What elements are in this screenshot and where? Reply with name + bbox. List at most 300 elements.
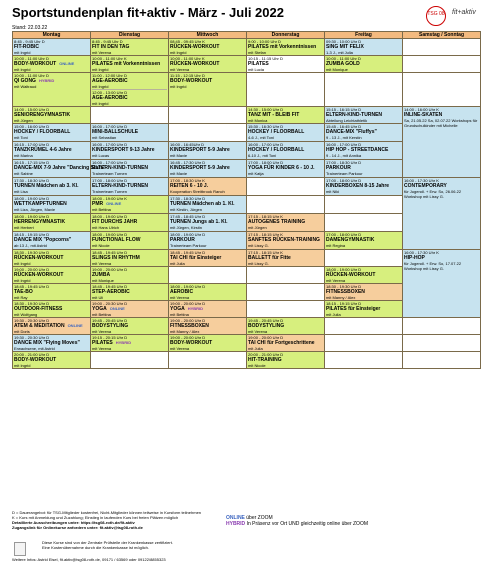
class-entry[interactable] [14,335,89,351]
online-badge: ONLINE [106,201,122,206]
class-name: BALLETT für Fitte [248,255,291,261]
class-time: 18:30 - 19:30 Uhr D [14,250,50,255]
class-name: KINDERSPORT 9-13 Jahre [92,147,155,153]
class-entry[interactable] [14,318,89,334]
day-header: Freitag [325,32,403,39]
class-name: OUTDOOR-FITNESS [14,306,63,312]
class-instructor: mit Kirstin, Jürgen [170,207,203,212]
class-instructor: mit Ray [14,295,28,300]
class-time: 16:00 - 17:00 Uhr D [326,142,362,147]
weekend-empty-cell [403,335,481,352]
class-time: 19:30 - 20:30 Uhr D [14,335,50,340]
schedule-cell [13,318,91,335]
class-name: PILATES mit Vorkenntnissen [92,61,161,67]
class-instructor: Trainerteam Turnen [92,189,127,194]
hybrid-badge: HYBRID [187,306,204,311]
class-entry[interactable] [248,335,323,351]
weekend-empty-cell [403,318,481,335]
schedule-cell [247,56,325,73]
class-name: SLINGS IN RHYTHM [92,255,140,261]
class-entry[interactable] [92,196,167,212]
class-entry[interactable] [170,335,245,351]
class-instructor: mit Regina [326,243,346,248]
class-entry[interactable] [14,267,89,283]
class-instructor: 1-3 J., mit Julia [326,50,353,55]
class-entry[interactable] [170,39,245,55]
class-entry[interactable] [248,232,323,248]
class-entry[interactable] [92,267,167,283]
class-instructor: mit Jürgen [14,118,33,123]
schedule-cell [325,160,403,178]
class-time: 16:15 - 17:15 Uhr D [14,160,50,165]
hybrid-badge: HYBRID [115,340,132,345]
class-entry[interactable] [14,352,89,368]
class-entry[interactable] [326,56,401,72]
schedule-cell [169,284,247,301]
hybrid-badge: HYBRID [38,78,55,83]
schedule-cell [91,232,169,250]
class-entry[interactable] [92,284,167,300]
insurance-line-2: Eine Kostenübernahme durch die Krankenkasse ist möglich. [42,545,149,550]
class-name: TAI CHI für Fortgeschrittene [248,340,315,346]
class-instructor: mit Verena [326,278,346,283]
class-entry[interactable] [326,160,401,176]
logo-area [398,4,488,30]
schedule-cell [325,39,403,56]
day-header: Mittwoch [169,32,247,39]
workshop-time: 14:00 - 16:00 Uhr K [404,107,439,112]
class-name: QI GONG [14,78,36,84]
class-entry[interactable] [326,301,401,317]
class-time: 18:00 - 19:00 Uhr D [170,232,206,237]
class-instructor: mit Marina [14,153,33,158]
schedule-cell [13,160,106,178]
class-instructor: mit Hans Ulrich [92,225,120,230]
hybrid-key: HYBRID [226,521,246,527]
schedule-cell [169,267,247,284]
class-name: DANCE-MIX "Fluffys" [326,129,377,135]
schedule-cell [13,284,91,301]
class-entry[interactable] [92,73,167,89]
class-time: 16:00 - 17:00 Uhr D [92,160,128,165]
class-entry[interactable] [14,284,89,300]
class-instructor: mit Julia [326,312,341,317]
class-entry[interactable] [14,56,89,72]
schedule-cell [247,232,325,250]
schedule-cell [13,142,91,160]
schedule-cell [13,73,91,107]
class-name: PILATES für Einsteiger [326,306,381,312]
class-time: 17:15 - 18:15 Uhr K [248,232,283,237]
class-instructor: mit Ingrid [170,84,187,89]
class-instructor: mit Lissy G. [248,243,269,248]
footer-access-link[interactable]: Zugangslink für Onlinekurse anfordern unter: fit.aktiv@tsg08-roth.de [12,525,143,530]
class-entry[interactable] [92,160,167,176]
schedule-cell [169,352,247,369]
class-name: SANFTES RÜCKEN-TRAINING [248,237,320,243]
schedule-cell [247,178,325,196]
schedule-row [13,39,481,56]
class-instructor: mit Verena [92,346,112,351]
class-time: 18:15 - 19:15 Uhr D [14,232,50,237]
class-entry[interactable] [170,214,245,230]
class-time: 18:45 - 19:45 Uhr D [92,250,128,255]
class-name: STEP-AEROBIC [92,289,130,295]
class-entry[interactable] [170,178,245,194]
workshop-details: für Jugendl. + Erw. So, 17.07.22 Workshop mit Lissy G. [404,261,462,271]
class-instructor: mit Verena [170,295,190,300]
class-name: YOGA [170,306,185,312]
class-entry[interactable] [92,335,167,351]
class-entry[interactable] [326,232,401,248]
class-entry[interactable] [14,196,89,212]
class-time: 14:30 - 15:00 Uhr D [248,107,284,112]
class-entry[interactable] [326,267,401,283]
contact-info: Weitere Infos: Astrid Eisel, fit.aktiv@tsg08-roth.de, 09171 / 63569 oder 09122/8855323 [12,557,166,562]
day-header: Dienstag [91,32,169,39]
class-entry[interactable] [248,214,323,230]
class-name: ELTERN-KIND-TURNEN [92,183,149,189]
footer-legend-k: K = Kurs mit Anmeldung und Zuzahlung; Einstieg in laufenden Kurs bei freien Plätzen möglich [12,515,179,520]
class-entry[interactable] [92,39,167,55]
class-instructor: mit Ingrid [170,50,187,55]
schedule-row [13,73,481,107]
class-name: HERRENGYMNASTIK [14,219,66,225]
class-time: 18:00 - 19:00 Uhr K [92,196,127,201]
class-entry[interactable] [14,214,89,230]
class-instructor: mit Lisa [14,189,28,194]
schedule-cell [247,352,325,369]
class-time: 19:00 - 20:00 Uhr D [170,335,206,340]
class-entry[interactable] [170,142,245,158]
class-instructor: mit Bettina [92,312,111,317]
class-name: KINDERSPORT 5-9 Jahre [170,147,230,153]
class-time: 19:00 - 20:00 Uhr D [14,267,50,272]
workshop-details: für Jugendl. + Erw. So, 26.06.22 Workshop mit Lissy G. [404,189,462,199]
class-time: 09:30 - 10:00 Uhr D [326,39,362,44]
class-time: 17:15 - 18:15 Uhr K [248,214,283,219]
class-time: 19:00 - 20:30 Uhr D [92,301,128,306]
class-time: 16:00 - 17:00 Uhr D [92,124,128,129]
class-name: PILATES [248,61,269,67]
schedule-cell [13,124,91,142]
class-entry[interactable] [14,39,89,55]
class-entry[interactable] [92,301,167,317]
class-entry[interactable] [170,318,245,334]
schedule-cell [13,301,91,318]
schedule-cell [325,301,403,318]
schedule-cell [169,178,247,196]
class-name: ELTERN-KIND-TURNEN [326,112,383,118]
class-name: AUTOGENES TRAINING [248,219,306,225]
class-instructor: mit Verena [170,346,190,351]
class-instructor: mit Bettina [92,207,111,212]
class-time: 08:45 - 09:45 Uhr K [170,39,205,44]
class-name: RÜCKEN-WORKOUT [14,255,64,261]
weekend-empty-cell [403,39,481,56]
class-name: AGE-AEROBIC [92,78,128,84]
class-instructor: mit Monica [248,118,268,123]
class-entry[interactable] [92,124,167,140]
class-name: HIP HOP - STREETDANCE [326,147,389,153]
schedule-cell [169,73,247,107]
schedule-cell [169,142,247,160]
class-entry[interactable] [326,124,401,140]
schedule-cell [91,178,169,196]
schedule-cell [247,160,325,178]
schedule-cell [169,196,247,214]
class-time: 17:00 - 18:00 Uhr D [326,232,362,237]
class-time: 16:00 - 16:45Uhr D [170,142,205,147]
class-entry[interactable] [248,39,323,55]
class-entry[interactable] [248,352,323,368]
class-entry[interactable] [248,124,323,140]
class-time: 14:00 - 15:00 Uhr D [14,107,50,112]
class-entry[interactable] [248,160,323,176]
class-time: 8:45 - 9:45 Uhr D [14,39,45,44]
class-time: 12:00 - 13:00 Uhr D [92,90,128,95]
schedule-row [13,318,481,335]
class-entry[interactable] [170,301,245,317]
schedule-cell [169,160,247,178]
class-instructor: mit Ingrid [92,67,109,72]
class-instructor: mit Manny / Alex [170,329,200,334]
schedule-cell [91,214,169,232]
schedule-cell [325,107,403,124]
class-time: 18:00 - 19:00 Uhr D [326,267,362,272]
class-instructor: 4-6 J., mit Toni [248,135,274,140]
class-entry[interactable] [14,124,89,140]
schedule-cell [169,214,247,232]
tsg-seal-icon: TSG 08 [426,6,446,26]
schedule-cell [91,352,169,369]
class-entry[interactable] [248,250,323,266]
schedule-cell [247,73,325,107]
class-entry[interactable] [248,142,323,158]
online-badge: ONLINE [109,306,125,311]
class-name: TANZ MIT - BLEIB FIT [248,112,300,118]
class-name: SING MIT FELIX [326,44,364,50]
class-time: 17:30 - 18:30 Uhr D [14,178,50,183]
schedule-cell [247,39,325,56]
class-entry[interactable] [248,107,323,123]
class-instructor: mit Ingrid [92,84,109,89]
class-name: BODY-WORKOUT [170,340,213,346]
schedule-cell [13,352,91,369]
schedule-cell [91,56,169,73]
class-name: DAMENGYMNASTIK [326,237,375,243]
schedule-cell [91,142,169,160]
certificate-icon [14,542,26,556]
class-instructor: Abteilung Leichtathletik [326,118,368,123]
class-time: 17:00 - 18:00 Uhr D [92,178,128,183]
class-time: 11:15 - 12:15 Uhr D [170,73,205,78]
online-key: ONLINE [226,515,245,521]
weekend-workshop[interactable] [403,178,481,250]
class-name: DANCE MIX "Popcorns" [14,237,72,243]
class-entry[interactable] [170,232,245,248]
class-time: 18:00 - 19:00 Uhr D [92,214,128,219]
schedule-row [13,107,481,124]
class-instructor: mit Nicole [92,243,110,248]
class-entry[interactable] [92,142,167,158]
class-instructor: mit Verena [92,261,112,266]
class-instructor: mit Lucas [92,153,110,158]
class-time: 10:15 - 11:15 Uhr D [248,56,283,61]
class-entry[interactable] [14,250,89,266]
class-time: 16:00 - 17:00 Uhr D [92,142,128,147]
class-instructor: mit Uli [92,295,104,300]
class-time: 19:30 - 20:30 Uhr D [14,318,50,323]
footer-details-link[interactable]: Detaillierte Ausschreibungen unter: https://tsg08-roth.de/fit-aktiv [12,520,135,525]
class-name: FITNESSBOXEN [170,323,209,329]
schedule-cell [325,56,403,73]
class-entry[interactable] [170,250,245,266]
class-entry[interactable] [92,250,167,266]
weekend-workshop[interactable] [403,107,481,178]
schedule-cell [169,56,247,73]
schedule-cell [325,124,403,142]
class-time: 16:45 - 17:30 Uhr D [170,160,206,165]
class-entry[interactable] [92,56,167,72]
weekend-empty-cell [403,352,481,369]
class-name: DANCE-MIX 7-9 Jahre "Dancing Stars" [14,165,106,171]
class-entry[interactable] [14,160,106,176]
class-instructor: mit Mavie [170,171,188,176]
schedule-cell [247,250,325,267]
class-entry[interactable] [14,73,89,89]
class-time: 17:00 - 18:00 Uhr D [326,178,362,183]
class-instructor: mit Manny / Alex [326,295,356,300]
class-entry[interactable] [14,142,89,158]
schedule-cell [325,318,403,335]
class-entry[interactable] [92,178,167,194]
schedule-cell [91,124,169,142]
class-entry[interactable] [170,160,245,176]
schedule-cell [13,178,91,196]
class-name: ZUMBA [92,272,111,278]
online-desc: über ZOOM [246,515,273,521]
class-name: PARKOUR [170,237,195,243]
class-instructor: 6-10 J., mit Toni [248,153,277,158]
schedule-cell [13,267,91,284]
schedule-cell [91,301,169,318]
class-entry[interactable] [326,142,401,158]
class-name: BODYSTYLING [92,323,129,329]
class-time: 17:00 - 18:30 Uhr K [170,178,205,183]
online-badge: ONLINE [59,61,75,66]
schedule-row [13,352,481,369]
class-entry[interactable] [14,107,89,123]
weekend-empty-cell [403,56,481,73]
class-name: HOCKEY / FLOORBALL [248,129,305,135]
class-entry[interactable] [170,73,245,89]
class-entry[interactable] [326,178,401,194]
class-name: HOCKEY / FLOORBALL [248,147,305,153]
class-time: 10:00 - 11:00 Uhr D [326,56,361,61]
class-name: RÜCKEN-WORKOUT [170,61,220,67]
stand-date: Stand: 22.03.22 [12,25,48,31]
class-entry[interactable] [326,107,401,123]
class-entry[interactable] [92,318,167,334]
class-instructor: mit Verena [92,329,112,334]
class-entry[interactable] [14,301,89,317]
class-instructor: mit Toni [14,135,28,140]
class-entry[interactable] [248,56,323,72]
class-name: WETTKAMPFTURNEN [14,201,67,207]
day-header: Samstag / Sonntag [403,32,481,39]
class-entry[interactable] [170,56,245,72]
class-name: PILATES [92,340,113,346]
weekend-workshop[interactable] [403,250,481,318]
class-name: TAI CHI für Einsteiger [170,255,222,261]
schedule-cell [325,250,403,267]
class-name: RÜCKEN-WORKOUT [326,272,376,278]
class-name: REITEN 6 - 10 J. [170,183,209,189]
class-entry[interactable] [92,89,167,106]
class-entry[interactable] [170,196,245,212]
class-instructor: mit Stefan [248,50,267,55]
class-time: 17:45 - 18:45 Uhr D [170,214,206,219]
workshop-time: 16:00 - 17:30 Uhr K [404,178,439,183]
class-time: 17:30 - 18:30 Uhr D [170,196,206,201]
schedule-table [12,31,481,369]
class-entry[interactable] [170,284,245,300]
workshop-name: INLINE-SKATEN [404,112,443,118]
schedule-cell [169,318,247,335]
class-name: AGE-AEROBIC [92,95,128,101]
class-time: 19:00 - 20:00 Uhr D [248,335,284,340]
class-instructor: Kooperation Streitbrook Ranch [170,189,225,194]
class-time: 19:00 - 20:00 Uhr D [170,318,206,323]
class-time: 18:45 - 19:45 Uhr D [92,284,128,289]
schedule-cell [13,39,91,56]
class-name: ZUMBA GOLD [326,61,360,67]
class-time: 19:45 - 20:45 Uhr D [248,318,284,323]
schedule-cell [169,301,247,318]
day-header: Montag [13,32,91,39]
class-entry[interactable] [14,232,89,248]
class-instructor: mit Monique [92,278,114,283]
class-instructor: mit Verena [248,329,268,334]
class-entry[interactable] [92,232,167,248]
class-time: 10:00 - 11:00 Uhr D [14,56,49,61]
class-time: 18:30 - 19:30 Uhr D [14,301,50,306]
class-instructor: mit Nicole [248,363,266,368]
class-instructor: Trainerteam Parkour [326,171,363,176]
class-time: 20:00 - 21:00 Uhr D [14,352,50,357]
class-entry[interactable] [326,39,401,55]
schedule-cell [91,160,169,178]
schedule-cell [91,250,169,267]
class-name: TURNEN Mädchen ab 3. Kl. [14,183,79,189]
class-time: 18:15 - 19:15 Uhr D [326,301,362,306]
class-instructor: mit Doris [14,329,30,334]
class-instructor: mit Ingrid [14,50,31,55]
schedule-cell [169,232,247,250]
class-name: RÜCKEN-WORKOUT [170,44,220,50]
online-badge: ONLINE [67,323,83,328]
schedule-cell [91,318,169,335]
schedule-cell [325,352,403,369]
class-entry[interactable] [248,318,323,334]
class-entry[interactable] [92,214,167,230]
class-instructor: mit Ingrid [14,261,31,266]
schedule-cell [91,107,169,124]
class-time: 17:00 - 18:30 Uhr D [326,160,362,165]
class-entry[interactable] [14,178,89,194]
class-entry[interactable] [326,284,401,300]
